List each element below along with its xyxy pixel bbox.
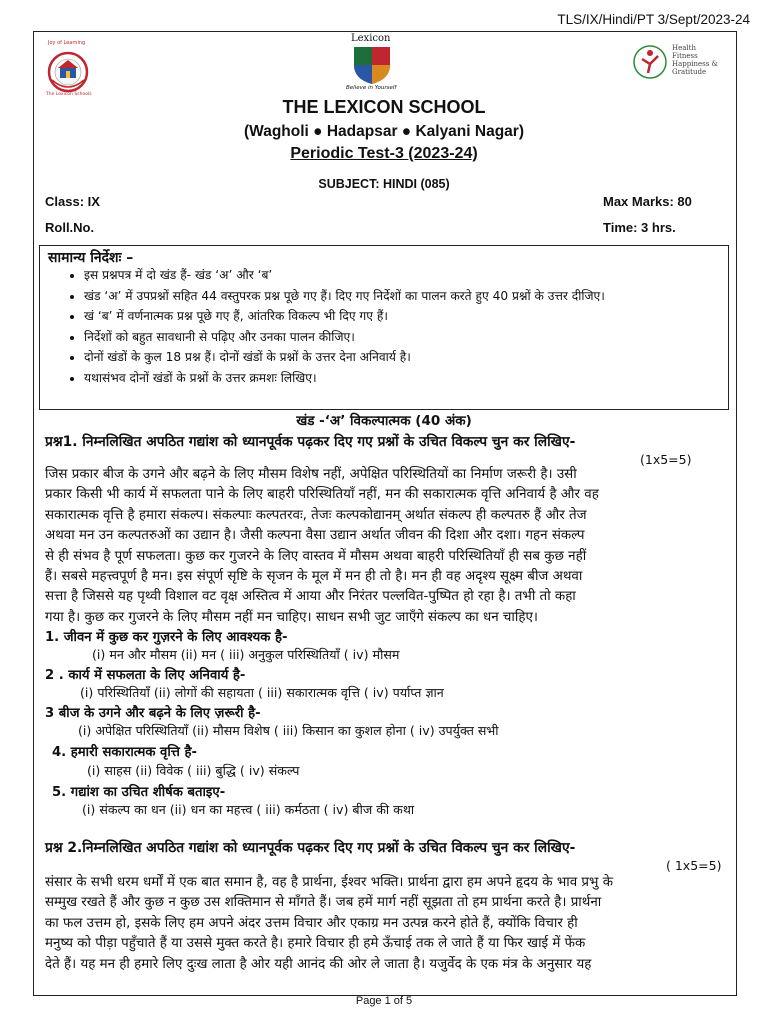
instruction-item: • इस प्रश्नपत्र में दो खंड हैं- खंड ‘अ’ और ‘ब’ xyxy=(84,265,744,286)
passage-line: अथवा मन उन कल्पतरुओं का उद्यान है। जैसी कल्पना वैसा उद्यान अर्थात जीवन की दिशा और दशा। गहन संकल्प xyxy=(45,528,585,544)
instruction-item: • खं ‘ब’ में वर्णनात्मक प्रश्न पूछे गए हैं, आंतरिक विकल्प भी दिए गए हैं। xyxy=(84,306,744,327)
instructions-list xyxy=(64,265,744,388)
question-2-passage xyxy=(45,873,735,975)
question-2-heading: प्रश्न 2.निम्नलिखित अपठित गद्यांश को ध्यानपूर्वक पढ़कर दिए गए प्रश्नों के उचित विकल्प चुन कर लिखिए- xyxy=(45,840,576,856)
subquestion-4: 4. हमारी सकारात्मक वृत्ति है- xyxy=(52,745,197,760)
subquestion-4-options: (i) साहस (ii) विवेक ( iii) बुद्धि ( iv) संकल्प xyxy=(87,763,300,778)
section-a-title: खंड -‘अ’ विकल्पात्मक (40 अंक) xyxy=(296,413,472,429)
logo-left-top-text: Joy of Learning xyxy=(48,40,86,46)
passage-line: देते हैं। यह मन ही हमारे लिए दुःख लाता है ओर यही आनंद की ओर ले जाता है। यजुर्वेद के एक मंत्र के अनुसार यह xyxy=(45,956,592,972)
max-marks-label: Max Marks: 80 xyxy=(603,194,692,209)
passage-line: मनुष्य को पीड़ा पहुँचाते हैं या उससे मुक्त करते है। हमारे विचार ही हमे ऊँचाई तक ले जाते हैं या फिर खाई में फेंक xyxy=(45,936,586,952)
page-number: Page 1 of 5 xyxy=(355,995,413,1007)
question-1-passage xyxy=(45,465,735,628)
document-reference: TLS/IX/Hindi/PT 3/Sept/2023-24 xyxy=(557,12,750,27)
class-label: Class: IX xyxy=(45,194,100,209)
exam-title-text: Periodic Test-3 (2023-24) xyxy=(290,145,478,162)
passage-line: जिस प्रकार बीज के उगने और बढ़ने के लिए मौसम विशेष नहीं, अपेक्षित परिस्थितियों का निर्माण जरूरी है। उसी xyxy=(45,467,577,482)
crest-motto-text: Believe in Yourself xyxy=(346,85,397,91)
crest-title-text: Lexicon xyxy=(351,33,391,44)
joy-of-learning-logo xyxy=(46,42,90,100)
time-label: Time: 3 hrs. xyxy=(603,220,676,235)
subquestion-3-options: (i) अपेक्षित परिस्थितियाँ (ii) मौसम विशेष ( iii) किसान का कुशल होना ( iv) उपर्युक्त सभी xyxy=(78,723,499,738)
passage-line: से ही संभव है पूर्ण सफलता। कुछ कर गुजरने के लिए वास्तव में मौसम अथवा बाहरी परिस्थितियाँ ही सब कुछ नहीं xyxy=(45,548,587,564)
passage-line: सत्ता है जिससे यह पृथ्वी विशाल वट वृक्ष अस्तित्व में आया और निरंतर पल्लवित-पुष्पित हो रहा है। तभी तो कहा xyxy=(45,589,576,605)
passage-line: प्रकार किसी भी कार्य में सफलता पाने के लिए बाहरी परिस्थितियाँ नहीं, मन की सकारात्मक वृत्ति अनिवार्य है और वह xyxy=(45,487,599,503)
logo-right-text xyxy=(672,44,718,76)
subquestion-1-options: (i) मन और मौसम (ii) मन ( iii) अनुकुल परिस्थितियाँ ( iv) मौसम xyxy=(92,647,400,662)
logo-left-bottom-text: The Lexicon Schools xyxy=(46,92,92,97)
health-fitness-logo xyxy=(632,42,722,84)
exam-title xyxy=(0,145,768,163)
instruction-item: • निर्देशों को बहुत सावधानी से पढ़िए और उनका पालन कीजिए। xyxy=(84,327,744,348)
question-1-marks: (1x5=5) xyxy=(640,452,692,467)
passage-line: संसार के सभी धरम धर्मों में एक बात समान है, वह है प्रार्थना, ईश्वर भक्ति। प्रार्थना द्वारा हम अपने हृदय के भाव प्रभु के xyxy=(45,875,613,890)
subquestion-3: 3 बीज के उगने और बढ़ने के लिए ज़रूरी है- xyxy=(45,706,261,721)
question-2-marks: ( 1x5=5) xyxy=(666,858,722,873)
lexicon-crest-logo xyxy=(342,33,402,95)
passage-line: हैं। सबसे महत्त्वपूर्ण है मन। इस संपूर्ण सृष्टि के सृजन के मूल में मन ही तो है। मन ही वह अदृश्य सूक्ष्म बीज अथवा xyxy=(45,569,583,585)
logo-right-line: Gratitude xyxy=(672,68,707,76)
passage-line: का फल उत्तम हो, इसके लिए हम अपने अंदर उत्तम विचार और एकाग्र मन उत्पन्न करने होते हैं, क्योंकि विचार ही xyxy=(45,915,578,931)
subquestion-5: 5. गद्यांश का उचित शीर्षक बताइए- xyxy=(52,785,226,800)
subquestion-1: 1. जीवन में कुछ कर गुज़रने के लिए आवश्यक है- xyxy=(45,630,288,645)
question-1-heading: प्रश्न1. निम्नलिखित अपठित गद्यांश को ध्यानपूर्वक पढ़कर दिए गए प्रश्नों के उचित विकल्प चुन कर लिखिए- xyxy=(45,434,576,450)
logo-right-line: Happiness & xyxy=(672,60,718,68)
subquestion-2: 2 . कार्य में सफलता के लिए अनिवार्य है- xyxy=(45,668,246,683)
instruction-item: • दोनों खंडों के कुल 18 प्रश्न हैं। दोनों खंडों के प्रश्नों के उत्तर देना अनिवार्य है। xyxy=(84,347,744,368)
subject-title: SUBJECT: HINDI (085) xyxy=(318,177,450,191)
instruction-item: • यथासंभव दोनों खंडों के प्रश्नों के उत्तर क्रमशः लिखिए। xyxy=(84,368,744,389)
school-branches: (Wagholi ● Hadapsar ● Kalyani Nagar) xyxy=(244,123,524,140)
instructions-title: सामान्य निर्देशः – xyxy=(48,250,134,266)
passage-line: गया है। कुछ कर गुजरने के लिए मौसम नहीं मन चाहिए। साधन सभी जुट जाएँगे संकल्प का धन चाहिए। xyxy=(45,609,538,625)
logo-right-line: Fitness xyxy=(672,52,698,60)
subquestion-2-options: (i) परिस्थितियाँ (ii) लोगों की सहायता ( iii) सकारात्मक वृत्ति ( iv) पर्याप्त ज्ञान xyxy=(80,685,444,700)
general-instructions-box xyxy=(39,245,729,410)
logo-right-line: Health xyxy=(672,44,696,52)
school-name: THE LEXICON SCHOOL xyxy=(282,97,486,117)
instruction-item: • खंड ‘अ’ में उपप्रश्नों सहित 44 वस्तुपरक प्रश्न पूछे गए हैं। दिए गए निर्देशों का पालन करते हुए 40 प्रश्नों के उत्तर दीजिए। xyxy=(84,286,744,307)
passage-line: सम्मुख रखते हैं और कुछ न कुछ उस शक्तिमान से माँगते हैं। जब हमें मार्ग नहीं सूझता तो हम प्रार्थना करते है। प्रार्थना xyxy=(45,895,602,911)
subquestion-5-options: (i) संकल्प का धन (ii) धन का महत्त्व ( iii) कर्मठता ( iv) बीज की कथा xyxy=(82,802,415,817)
passage-line: सकारात्मक वृत्ति है हमारा संकल्प। संकल्पाः कल्पतरवः, तेजः कल्पकोद्यानम्‌ अर्थात संकल्प ही कल्पतरु हैं और तेज xyxy=(45,507,587,523)
roll-number-label: Roll.No. xyxy=(45,220,95,235)
